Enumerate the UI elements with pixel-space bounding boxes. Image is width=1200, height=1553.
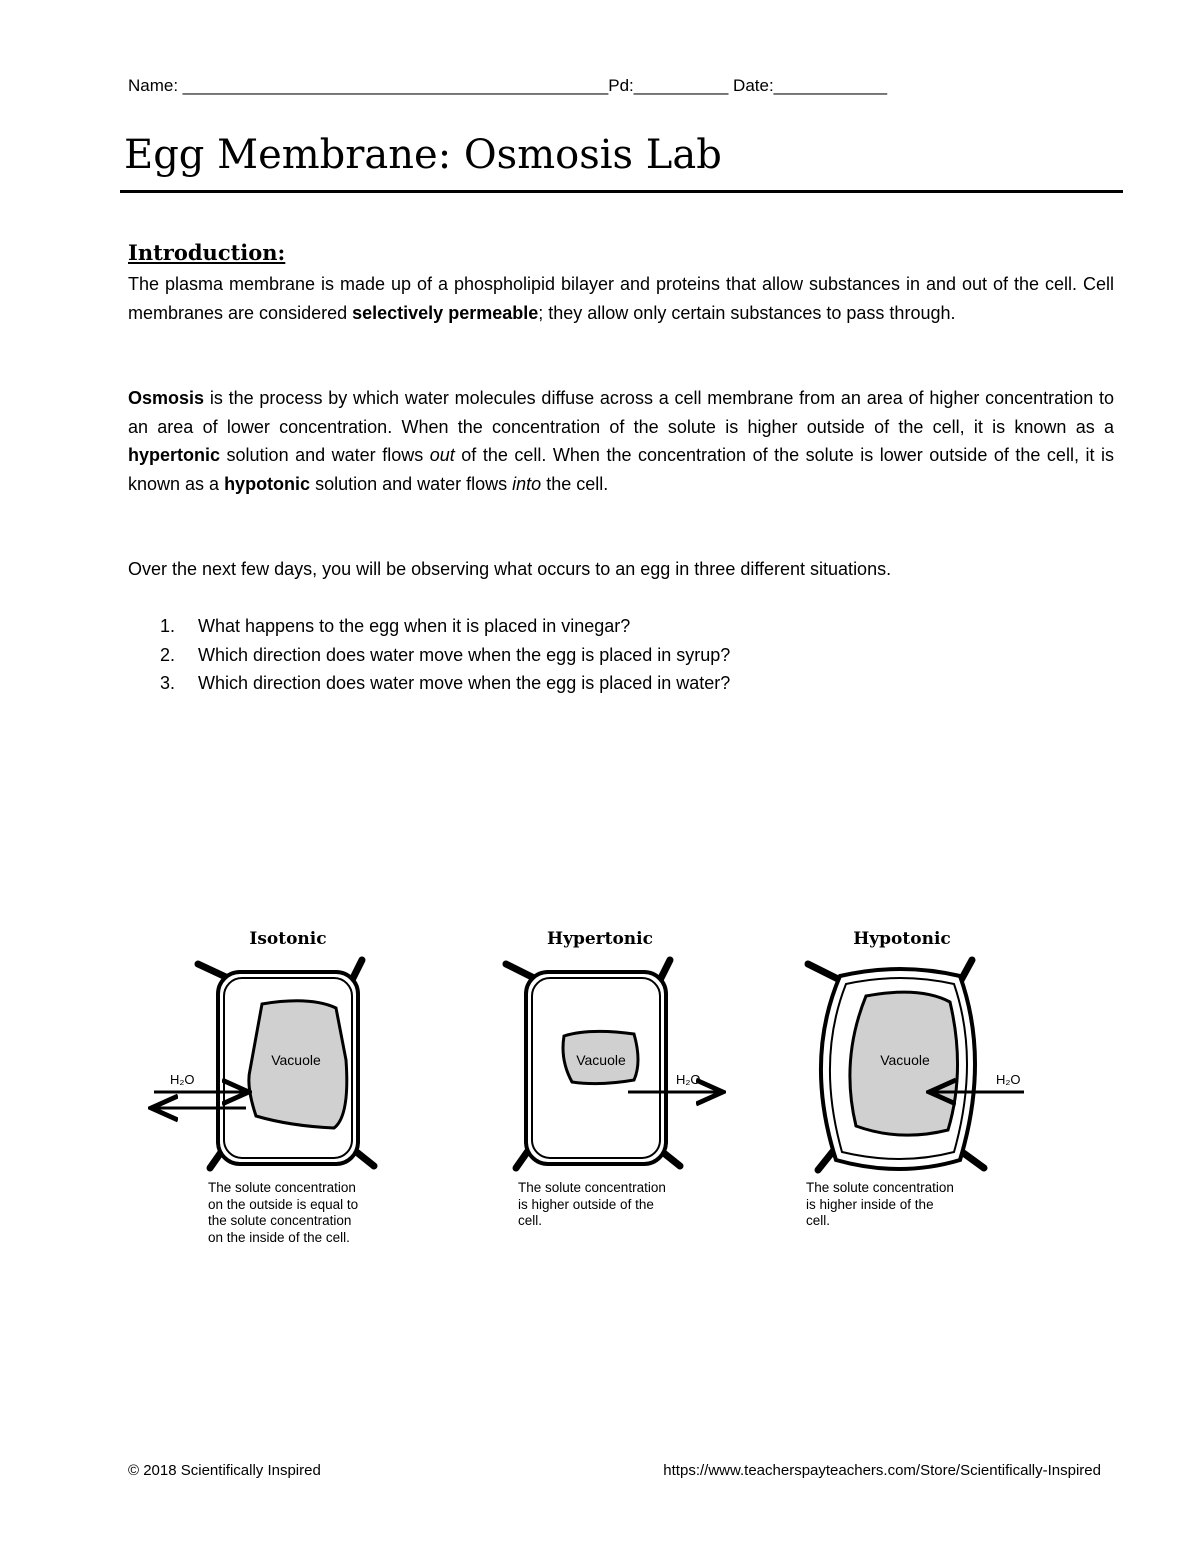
cell-wall-corner <box>962 1152 984 1168</box>
copyright-notice: © 2018 Scientifically Inspired <box>128 1462 321 1479</box>
vacuole-label: Vacuole <box>271 1052 321 1068</box>
page-title: Egg Membrane: Osmosis Lab <box>124 132 722 178</box>
title-divider <box>120 190 1123 193</box>
isotonic-title: Isotonic <box>249 929 327 949</box>
hypotonic-panel <box>806 929 1024 1228</box>
hypertonic-title: Hypertonic <box>547 929 653 949</box>
water-label: H₂O <box>996 1072 1021 1087</box>
vacuole-label: Vacuole <box>880 1052 930 1068</box>
term-hypotonic: hypotonic <box>224 473 311 494</box>
intro-paragraph-membrane: The plasma membrane is made up of a phospholipid bilayer and proteins that allow substances in and out of the cell. Cell membranes are considered selectively permeable; they allow only certain substances to pass through. <box>128 274 1114 323</box>
water-label: H₂O <box>170 1072 195 1087</box>
hypertonic-panel <box>506 929 720 1228</box>
term-osmosis: Osmosis <box>128 388 205 408</box>
introduction-heading: Introduction: <box>128 240 286 265</box>
list-item: 2. Which direction does water move when the egg is placed in syrup? <box>160 644 731 665</box>
hypotonic-title: Hypotonic <box>853 929 951 949</box>
cell-wall-corner <box>352 960 362 980</box>
student-info-line: Name: _____________________________________________Pd:__________ Date:____________ <box>128 76 888 95</box>
list-item: 1. What happens to the egg when it is placed in vinegar? <box>160 616 631 636</box>
intro-paragraph-observe: Over the next few days, you will be observing what occurs to an egg in three different situations. <box>128 559 892 579</box>
cell-wall-corner <box>808 964 840 980</box>
hypertonic-caption: The solute concentration is higher outside of the cell. <box>518 1180 666 1228</box>
hypotonic-caption: The solute concentration is higher inside of the cell. <box>806 1180 954 1228</box>
intro-paragraph-osmosis: Osmosis is the process by which water molecules diffuse across a cell membrane from an area of higher concentration to an area of lower concentration. When the concentration of the solute is higher outside of the cell, it is known as a hypertonic solution and water flows out of the cell. When the concentration of the solute is lower outside of the cell, it is known as a hypotonic solution and water flows into the cell. <box>128 388 1114 494</box>
cell-wall-corner <box>198 964 228 978</box>
cell-wall-corner <box>818 1150 834 1170</box>
water-label: H₂O <box>676 1072 701 1087</box>
tonicity-diagram <box>140 920 1060 1260</box>
store-url-link[interactable]: https://www.teacherspayteachers.com/Store/Scientifically-Inspired <box>663 1462 1101 1479</box>
term-selectively-permeable: selectively permeable <box>352 302 539 323</box>
term-hypertonic: hypertonic <box>128 445 221 465</box>
vacuole-label: Vacuole <box>576 1052 626 1068</box>
question-list <box>160 612 730 698</box>
cell-wall-corner <box>660 960 670 980</box>
list-item: 3. Which direction does water move when the egg is placed in water? <box>160 673 731 693</box>
cell-wall-corner <box>506 964 534 978</box>
isotonic-panel <box>154 929 374 1245</box>
isotonic-caption: The solute concentration on the outside is equal to the solute concentration on the inside of the cell. <box>208 1180 359 1245</box>
